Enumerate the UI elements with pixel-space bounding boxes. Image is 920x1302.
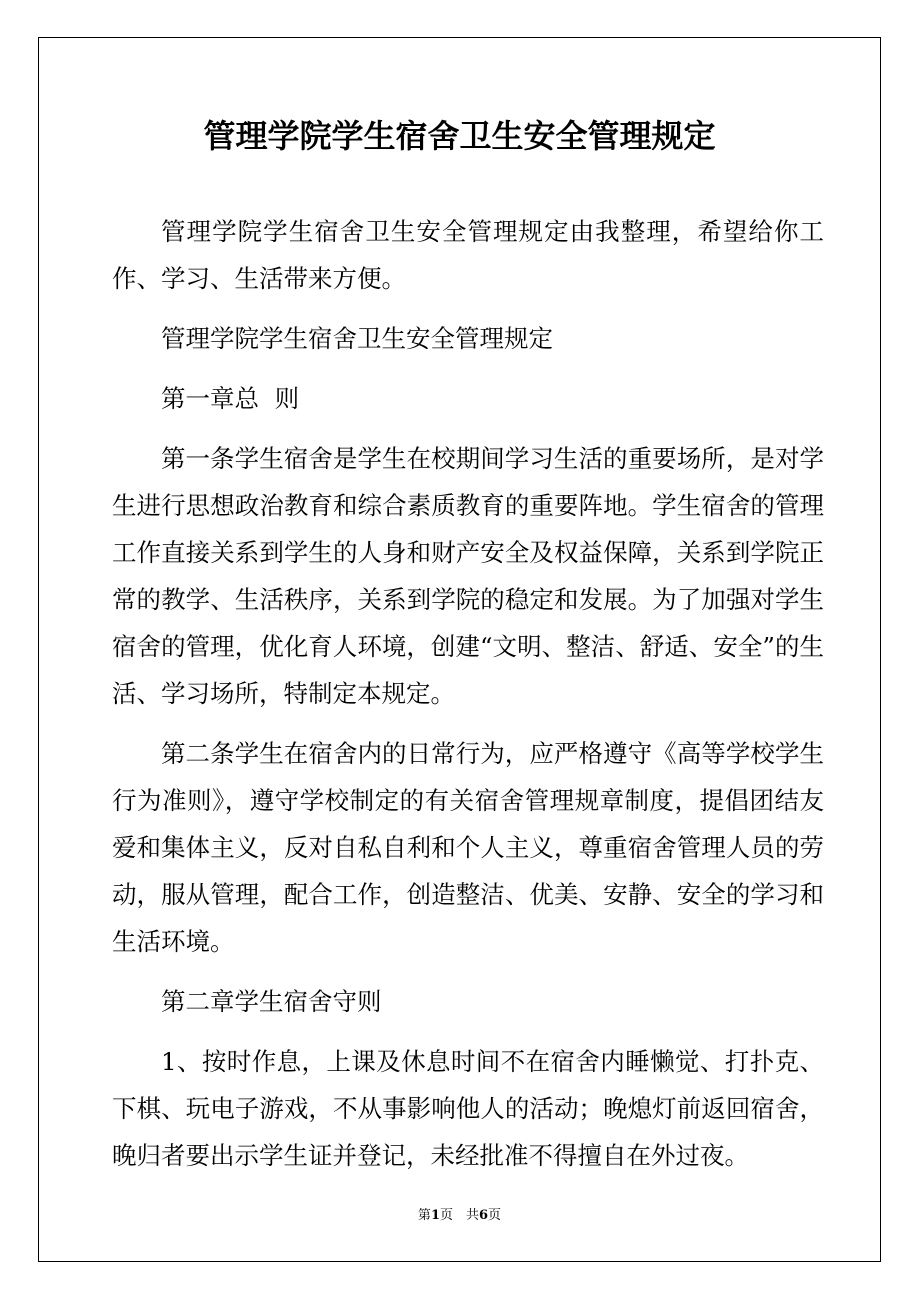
footer-mid: 页 共 (439, 1208, 479, 1223)
rule-paragraph: 1、按时作息，上课及休息时间不在宿舍内睡懒觉、打扑克、下棋、玩电子游戏，不从事影响他人的活动；晚熄灯前返回宿舍，晚归者要出示学生证并登记，未经批准不得擅自在外过夜。 (112, 1047, 824, 1170)
total-pages-number: 6 (479, 1208, 489, 1223)
page-footer (38, 1207, 881, 1225)
article-paragraph: 第二条学生在宿舍内的日常行为，应严格遵守《高等学校学生行为准则》，遵守学校制定的有关宿舍管理规章制度，提倡团结友爱和集体主义，反对自私自利和个人主义，尊重宿舍管理人员的劳动，服从管理，配合工作，创造整洁、优美、安静、安全的学习和生活环境。 (112, 739, 824, 956)
article-paragraph: 第一条学生宿舍是学生在校期间学习生活的重要场所，是对学生进行思想政治教育和综合素质教育的重要阵地。学生宿舍的管理工作直接关系到学生的人身和财产安全及权益保障，关系到学院正常的教学、生活秩序，关系到学院的稳定和发展。为了加强对学生宿舍的管理，优化育人环境，创建“文明、整洁、舒适、安全”的生活、学习场所，特制定本规定。 (112, 444, 824, 708)
subtitle-paragraph: 管理学院学生宿舍卫生安全管理规定 (161, 324, 553, 353)
document-body (112, 208, 824, 1192)
chapter-heading: 第二章学生宿舍守则 (161, 987, 382, 1016)
intro-paragraph: 管理学院学生宿舍卫生安全管理规定由我整理，希望给你工作、学习、生活带来方便。 (112, 217, 824, 293)
current-page-number: 1 (430, 1208, 440, 1223)
footer-prefix: 第 (417, 1208, 431, 1223)
chapter-heading: 第一章总 则 (161, 384, 300, 413)
footer-suffix: 页 (488, 1208, 502, 1223)
document-title: 管理学院学生宿舍卫生安全管理规定 (203, 117, 716, 155)
